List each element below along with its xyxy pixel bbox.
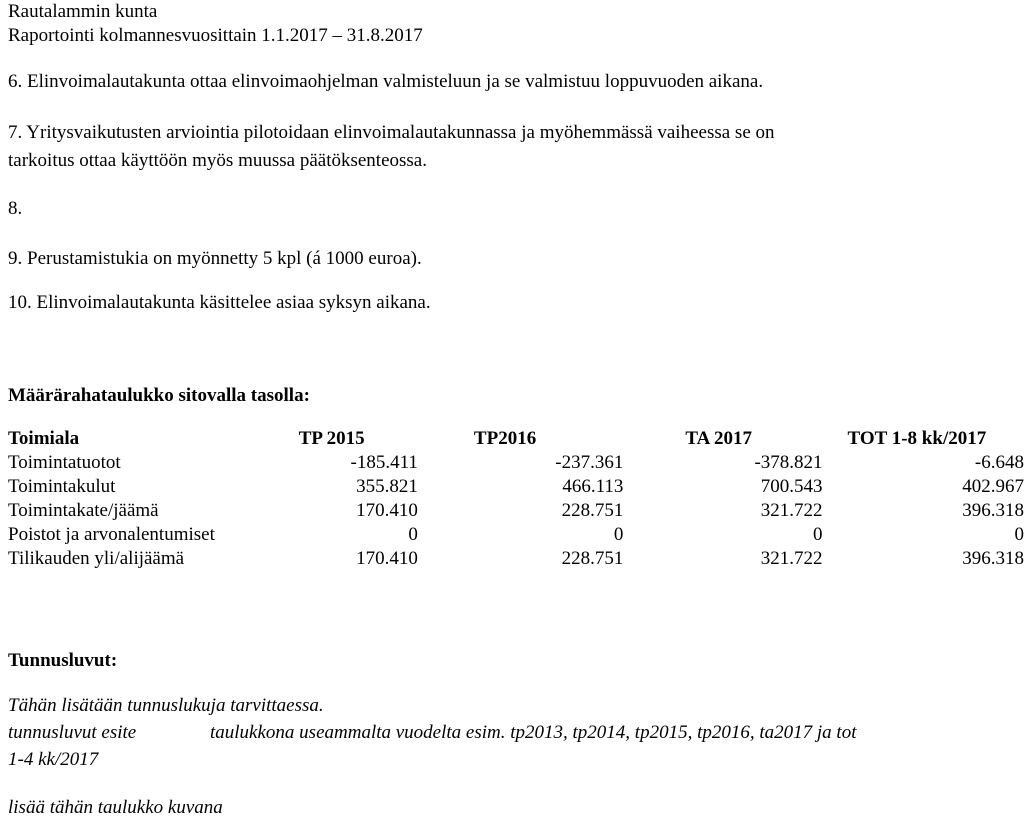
col-header-toimiala: Toimiala [8,428,80,449]
cell-value: 0 [1014,524,1024,545]
kpi-add-chart-note: lisää tähän taulukko kuvana [8,797,223,818]
cell-value: 0 [408,524,418,545]
kpi-note: Tähän lisätään tunnuslukuja tarvittaessa. [8,695,324,716]
item-8: 8. [8,198,23,219]
col-header-tp2015: TP 2015 [298,428,365,449]
item-10: 10. Elinvoimalautakunta käsittelee asiaa syksyn aikana. [8,292,431,313]
budget-table [8,427,1024,571]
col-header-tp2016: TP2016 [473,428,537,449]
table-row [8,499,1024,523]
table-row [8,451,1024,475]
cell-value: -6.648 [974,452,1024,473]
row-label: Toimintakulut [8,476,116,497]
row-label: Tilikauden yli/alijäämä [8,548,185,569]
table-row [8,475,1024,499]
col-header-tot2017: TOT 1-8 kk/2017 [847,428,987,449]
kpi-heading: Tunnusluvut: [8,650,118,671]
org-name: Rautalammin kunta [8,1,158,22]
budget-heading: Määrärahataulukko sitovalla tasolla: [8,385,310,406]
cell-value: 700.543 [760,476,823,497]
row-label: Toimintakate/jäämä [8,500,159,521]
item-7-line2: tarkoitus ottaa käyttöön myös muussa päätöksenteossa. [8,150,427,171]
kpi-example-cont: 1-4 kk/2017 [8,749,99,770]
cell-value: 466.113 [562,476,624,497]
cell-value: 402.967 [962,476,1024,497]
cell-value: 355.821 [356,476,418,497]
item-9: 9. Perustamistukia on myönnetty 5 kpl (á 1000 euroa). [8,248,422,269]
row-label: Toimintatuotot [8,452,121,473]
budget-header-row [8,427,1024,451]
cell-value: 170.410 [356,500,418,521]
cell-value: 396.318 [962,548,1024,569]
cell-value: -185.411 [350,452,418,473]
report-period: Raportointi kolmannesvuosittain 1.1.2017 – 31.8.2017 [8,25,423,46]
cell-value: 228.751 [561,548,624,569]
cell-value: 228.751 [561,500,624,521]
col-header-ta2017: TA 2017 [685,428,753,449]
row-label: Poistot ja arvonalentumiset [8,524,215,545]
cell-value: 0 [813,524,823,545]
item-6: 6. Elinvoimalautakunta ottaa elinvoimaohjelman valmisteluun ja se valmistuu loppuvuoden aikana. [8,71,764,92]
kpi-example-text: taulukkona useammalta vuodelta esim. tp2013, tp2014, tp2015, tp2016, ta2017 ja tot [210,722,857,743]
cell-value: 0 [613,524,624,545]
cell-value: -378.821 [754,452,823,473]
item-7-line1: 7. Yritysvaikutusten arviointia pilotoidaan elinvoimalautakunnassa ja myöhemmässä vaiheessa se on [8,122,775,143]
cell-value: 170.410 [356,548,418,569]
table-row [8,523,1024,547]
table-row [8,547,1024,571]
cell-value: 321.722 [760,548,823,569]
kpi-example-label: tunnusluvut esite [8,722,137,743]
cell-value: 321.722 [760,500,823,521]
cell-value: 396.318 [962,500,1024,521]
cell-value: -237.361 [555,452,624,473]
